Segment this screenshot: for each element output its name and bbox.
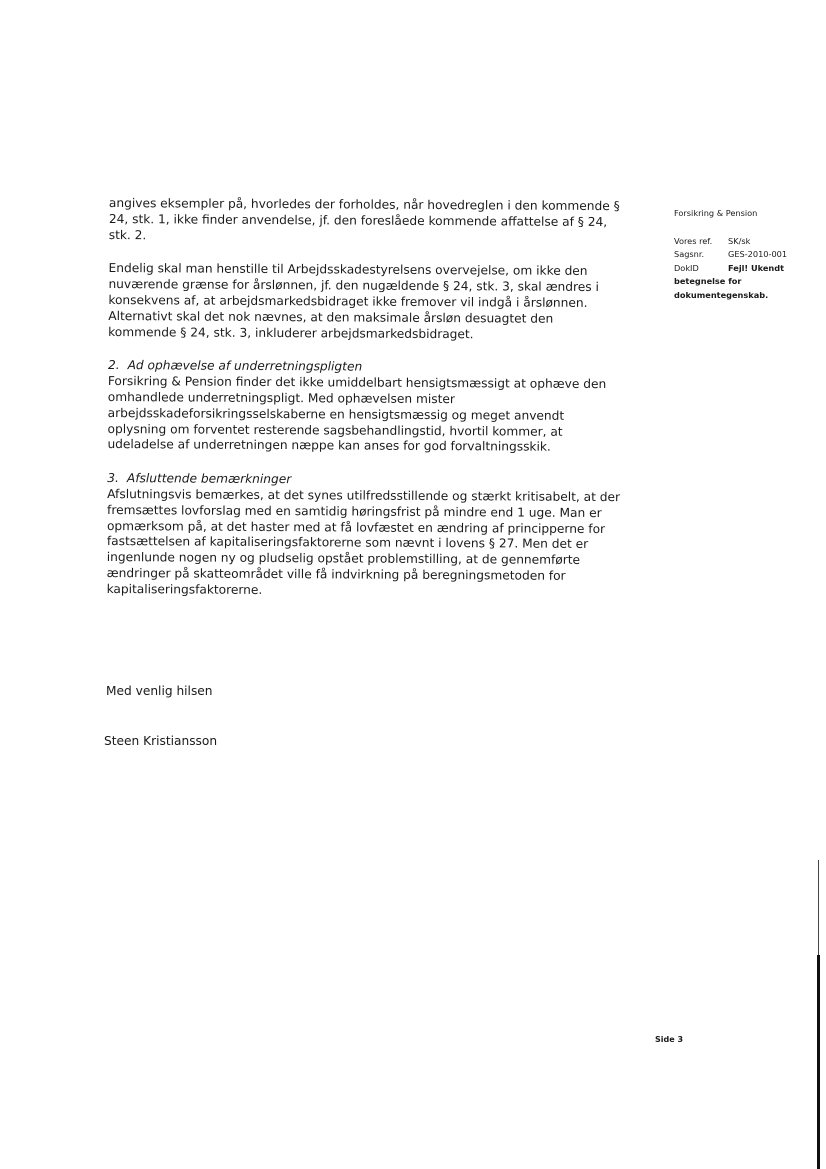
meta-row-case xyxy=(674,248,814,262)
section-number: 2. xyxy=(107,358,120,373)
org-name: Forsikring & Pension xyxy=(674,208,758,218)
meta-value: SK/sk xyxy=(728,235,751,246)
sidebar-meta xyxy=(674,207,814,303)
meta-value: Fejl! Ukendt xyxy=(728,262,785,273)
section-title: Afsluttende bemærkninger xyxy=(126,471,292,487)
section-text: Afslutningsvis bemærkes, at det synes utilfredsstillende og stærkt kritisabelt, at der fremsættes lovforslag med en samtidig høringsfrist på mindre end 1 uge. Man er opmærksom på, at det haster med at få lovfæstet en ændring af principperne for fastsættelsen af kapitaliseringsfaktorerne som nævnt i lovens § 27. Men det er ingenlunde nogen ny og pludselig opstået problemstilling, at de gennemførte ændringer på skatteområdet ville få indvirkning på beregningsmetoden for kapitaliseringsfaktorerne. xyxy=(106,486,621,597)
meta-error-note-2: dokumentegenskab. xyxy=(674,289,769,300)
meta-label: Vores ref. xyxy=(674,235,713,246)
meta-row-ref xyxy=(674,235,814,249)
meta-value: GES-2010-001 xyxy=(728,249,788,260)
section-2 xyxy=(107,358,624,456)
section-text: Forsikring & Pension finder det ikke umiddelbart hensigtsmæssigt at ophæve den omhandlede underretningspligt. Med ophævelsen mister arbejdsskadeforsikringsselskaberne en hensigtsmæssig og meget anvendt oplysning om forventet resterende sagsbehandlingstid, hvortil kommer, at udeladelse af underretningen næppe kan anses for god forvaltningsskik. xyxy=(107,374,607,455)
section-title: Ad ophævelse af underretningspligten xyxy=(127,358,363,374)
letter-body xyxy=(106,196,625,619)
meta-label: DokID xyxy=(674,262,699,273)
scan-edge-mark xyxy=(818,860,819,955)
scan-edge-mark xyxy=(817,955,820,1169)
meta-row-dokid xyxy=(674,262,814,276)
paragraph-2: Endelig skal man henstille til Arbejdsskadestyrelsens overvejelse, om ikke den nuværende grænse for årslønnen, jf. den nugældende § 24, stk. 3, skal ændres i konsekvens af, at arbejdsmarkedsbidraget ikke fremover vil indgå i årslønnen. Alternativt skal det nok nævnes, at den maksimale årsløn desuagtet den kommende § 24, stk. 3, inkluderer arbejdsmarkedsbidraget. xyxy=(108,261,599,341)
section-3 xyxy=(107,471,624,601)
signature-name: Steen Kristiansson xyxy=(104,734,218,748)
meta-error-note-1: betegnelse for xyxy=(674,276,742,287)
page-number: Side 3 xyxy=(655,1035,684,1044)
paragraph-1: angives eksempler på, hvorledes der forholdes, når hovedreglen i den kommende § 24, stk. 1, ikke finder anvendelse, jf. den foreslåede kommende affattelse af § 24, stk. 2. xyxy=(108,196,620,242)
closing-salutation: Med venlig hilsen xyxy=(106,684,213,698)
section-number: 3. xyxy=(107,471,119,486)
meta-label: Sagsnr. xyxy=(674,249,705,260)
